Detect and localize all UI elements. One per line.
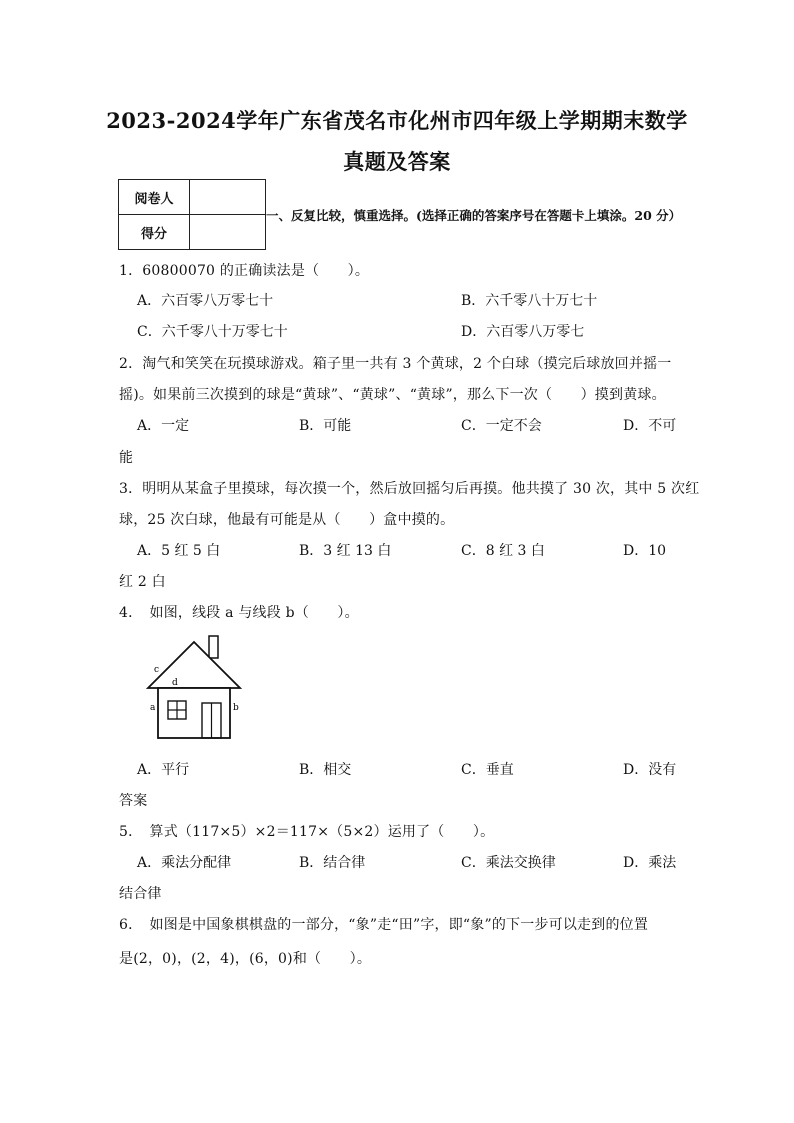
q1-option-b: B．六千零八十万七十 bbox=[461, 293, 598, 309]
q5-stem: 5． 算式（117×5）×2＝117×（5×2）运用了（ ）。 bbox=[119, 824, 495, 840]
q4-stem: 4． 如图，线段 a 与线段 b（ ）。 bbox=[119, 605, 359, 621]
page-title-line1: 2023-2024学年广东省茂名市化州市四年级上学期期末数学 bbox=[106, 108, 688, 133]
q3-option-c: C．8 红 3 白 bbox=[461, 543, 545, 559]
q4-option-b: B．相交 bbox=[299, 762, 352, 778]
q1-option-a: A．六百零八万零七十 bbox=[137, 293, 274, 309]
label-b: b bbox=[233, 703, 239, 713]
q2-option-d-cont: 能 bbox=[119, 450, 134, 466]
score-cell bbox=[190, 215, 266, 250]
page-title-line2: 真题及答案 bbox=[343, 149, 451, 174]
q2-option-d: D．不可 bbox=[623, 418, 677, 434]
q3-option-d: D．10 bbox=[623, 543, 667, 559]
q3-option-b: B．3 红 13 白 bbox=[299, 543, 392, 559]
house-figure bbox=[132, 630, 252, 740]
label-c: c bbox=[154, 665, 160, 675]
q3-stem-line2: 球，25 次白球，他最有可能是从（ ）盒中摸的。 bbox=[119, 512, 455, 528]
q4-option-c: C．垂直 bbox=[461, 762, 514, 778]
grader-label: 阅卷人 bbox=[119, 180, 190, 215]
score-label: 得分 bbox=[119, 215, 190, 250]
q1-stem: 1．60800070 的正确读法是（ ）。 bbox=[119, 263, 370, 279]
q5-option-c: C．乘法交换律 bbox=[461, 855, 556, 871]
q1-option-c: C．六千零八十万零七十 bbox=[137, 324, 288, 340]
q3-option-d-cont: 红 2 白 bbox=[119, 574, 166, 590]
label-a: a bbox=[150, 703, 156, 713]
q5-option-a: A．乘法分配律 bbox=[137, 855, 232, 871]
score-table bbox=[118, 179, 266, 250]
section-heading: 一、反复比较，慎重选择。(选择正确的答案序号在答题卡上填涂。20 分） bbox=[266, 208, 682, 223]
q4-option-d-cont: 答案 bbox=[119, 793, 148, 809]
q5-option-d-cont: 结合律 bbox=[119, 886, 162, 902]
q2-stem-line1: 2．淘气和笑笑在玩摸球游戏。箱子里一共有 3 个黄球，2 个白球（摸完后球放回并摇一 bbox=[119, 356, 672, 372]
q3-option-a: A．5 红 5 白 bbox=[137, 543, 221, 559]
q3-stem-line1: 3．明明从某盒子里摸球，每次摸一个，然后放回摇匀后再摸。他共摸了 30 次，其中 5 次红 bbox=[119, 481, 700, 497]
q4-option-a: A．平行 bbox=[137, 762, 190, 778]
q5-option-d: D．乘法 bbox=[623, 855, 677, 871]
q6-stem-line2: 是(2，0)，(2，4)，(6，0)和（ ）。 bbox=[119, 951, 372, 967]
q5-option-b: B．结合律 bbox=[299, 855, 366, 871]
q2-option-c: C．一定不会 bbox=[461, 418, 542, 434]
q6-stem-line1: 6． 如图是中国象棋棋盘的一部分，“象”走“田”字，即“象”的下一步可以走到的位置 bbox=[119, 917, 649, 933]
q2-option-a: A．一定 bbox=[137, 418, 190, 434]
q4-option-d: D．没有 bbox=[623, 762, 677, 778]
q2-stem-line2: 摇)。如果前三次摸到的球是“黄球”、“黄球”、“黄球”，那么下一次（ ）摸到黄球。 bbox=[119, 387, 666, 403]
q2-option-b: B．可能 bbox=[299, 418, 352, 434]
q1-option-d: D．六百零八万零七 bbox=[461, 324, 585, 340]
label-d: d bbox=[172, 678, 178, 688]
grader-cell bbox=[190, 180, 266, 215]
